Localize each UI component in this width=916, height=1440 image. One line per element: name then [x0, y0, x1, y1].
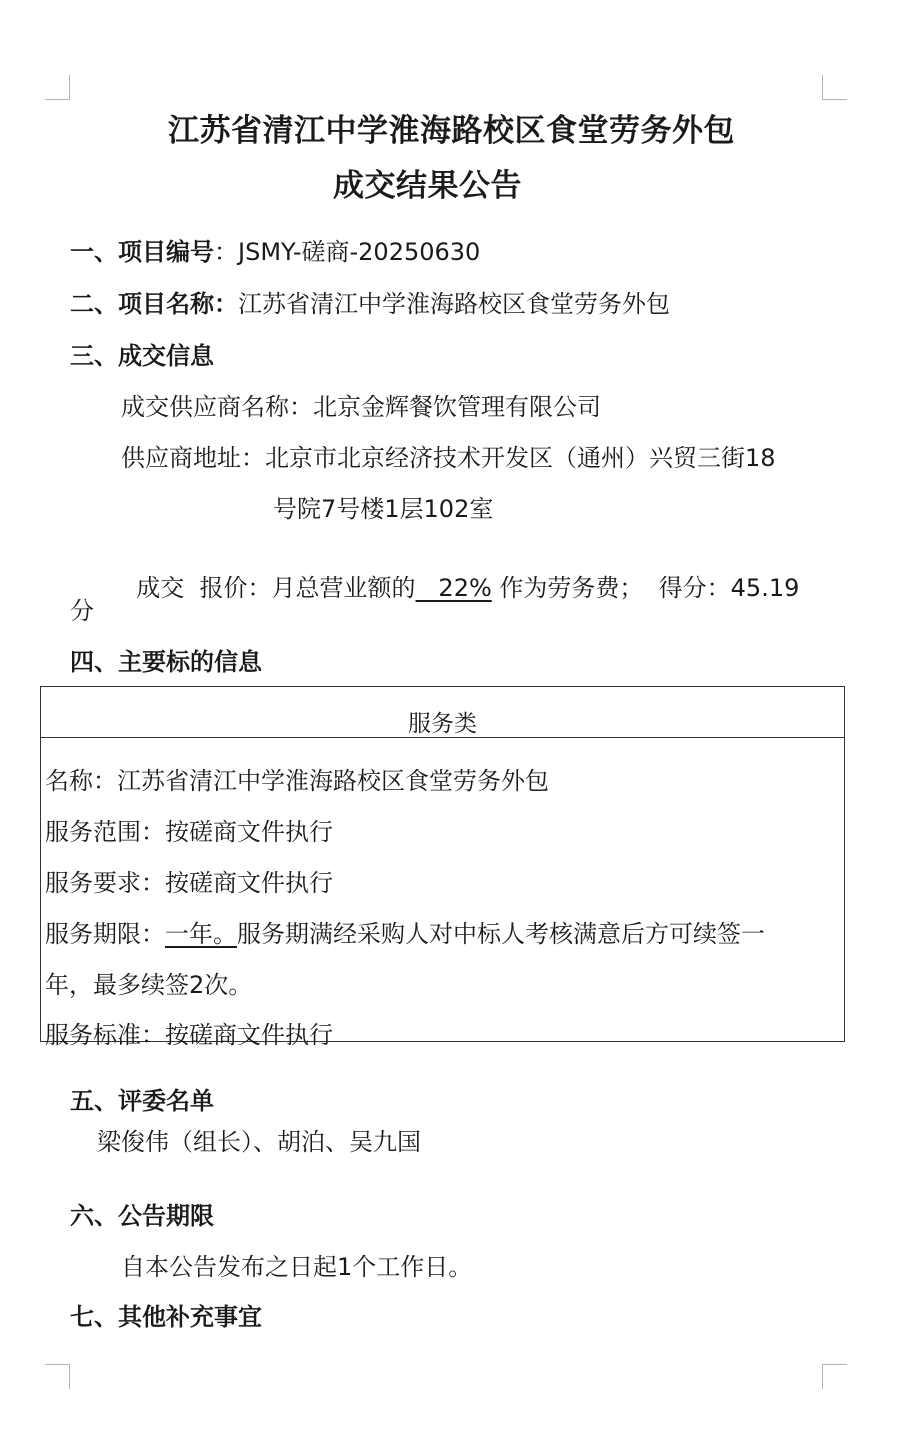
table-header: 服务类 [41, 687, 844, 738]
document-title-line1: 江苏省清江中学淮海路校区食堂劳务外包 [168, 113, 735, 149]
quote-percentage: 22% [415, 574, 492, 602]
period-label: 服务期限： [45, 920, 165, 948]
supplier-name: 成交供应商名称：北京金辉餐饮管理有限公司 [121, 393, 601, 421]
page-corner-mark [822, 75, 847, 100]
section-project-name [70, 284, 670, 319]
table-row-period [45, 914, 765, 949]
section-heading: 四、主要标的信息 [70, 648, 262, 676]
section-heading: 二、项目名称： [70, 290, 238, 318]
section-heading: 七、其他补充事宜 [70, 1303, 262, 1331]
section-heading: 一、项目编号 [70, 238, 214, 266]
period-rest: 服务期满经采购人对中标人考核满意后方可续签一 [237, 920, 765, 948]
colon: ： [214, 238, 238, 266]
quote-suffix: 作为劳务费； 得分：45.19 [491, 574, 800, 602]
table-row-standard: 服务标准：按磋商文件执行 [45, 1021, 333, 1049]
quote-prefix: 成交 报价：月总营业额的 [136, 574, 416, 602]
table-row-period-cont: 年，最多续签2次。 [45, 971, 253, 999]
score-unit: 分 [70, 597, 94, 625]
section-heading: 五、评委名单 [70, 1087, 214, 1115]
quote-line [121, 540, 799, 603]
page-corner-mark [45, 1364, 70, 1389]
project-number-value: JSMY-磋商-20250630 [238, 238, 481, 266]
supplier-address-cont: 号院7号楼1层102室 [273, 495, 494, 523]
period-value: 一年。 [165, 920, 237, 948]
table-row-scope: 服务范围：按磋商文件执行 [45, 818, 333, 846]
page-corner-mark [822, 1364, 847, 1389]
page-corner-mark [45, 75, 70, 100]
section-heading: 三、成交信息 [70, 342, 214, 370]
service-info-table [40, 686, 845, 1049]
document-title-line2: 成交结果公告 [333, 168, 522, 204]
section-project-number [70, 232, 480, 267]
section-heading: 六、公告期限 [70, 1202, 214, 1230]
table-row-requirement: 服务要求：按磋商文件执行 [45, 869, 333, 897]
project-name-value: 江苏省清江中学淮海路校区食堂劳务外包 [238, 290, 670, 318]
notice-period-text: 自本公告发布之日起1个工作日。 [121, 1253, 473, 1281]
committee-members: 梁俊伟（组长）、胡泊、吴九国 [97, 1128, 421, 1156]
supplier-address: 供应商地址：北京市北京经济技术开发区（通州）兴贸三街18 [121, 444, 776, 472]
table-row-name: 名称：江苏省清江中学淮海路校区食堂劳务外包 [45, 767, 549, 795]
